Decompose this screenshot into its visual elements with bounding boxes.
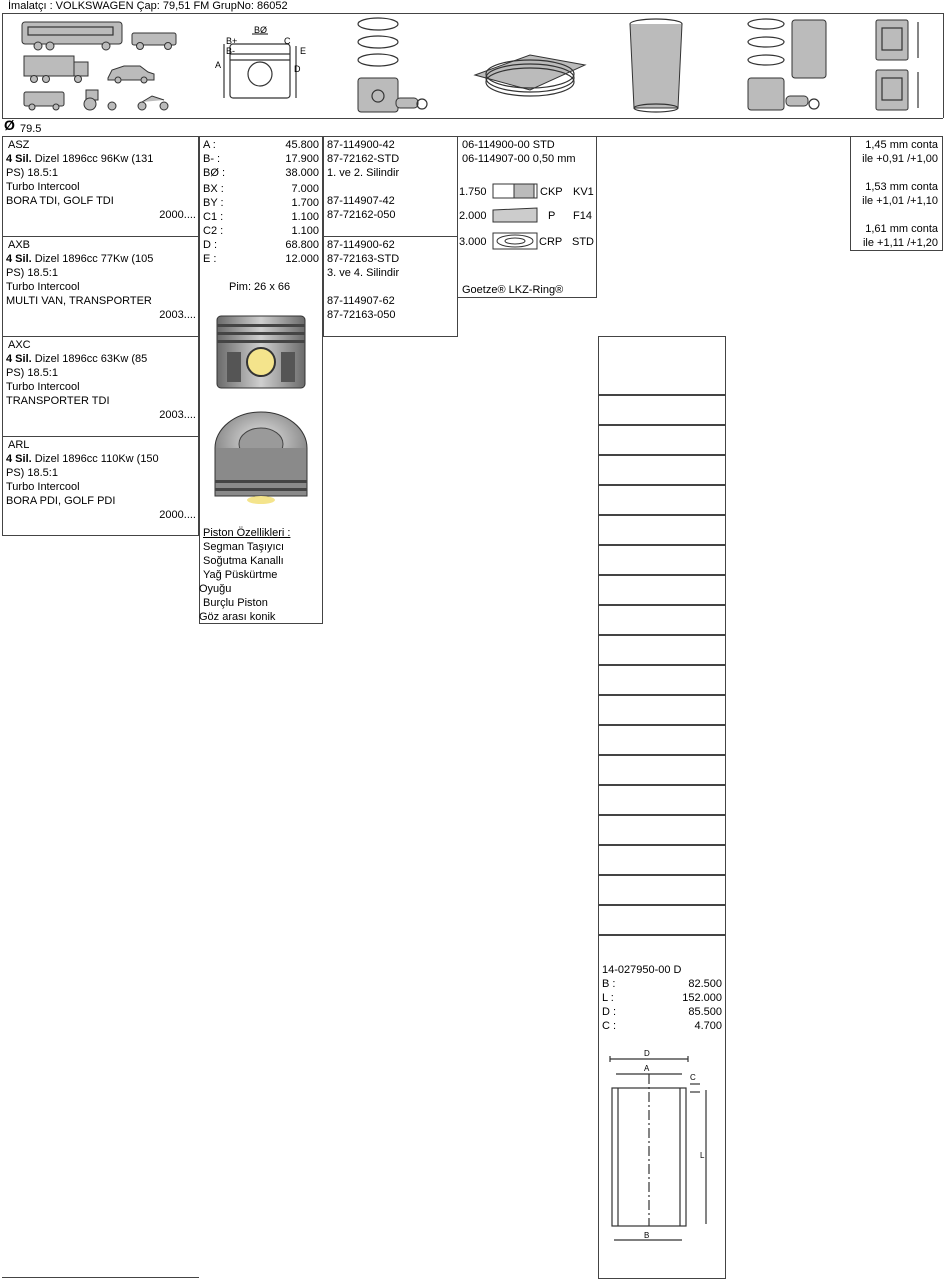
engine-spec-line [6, 452, 159, 466]
cylinder-note: 3. ve 4. Silindir [327, 267, 400, 279]
engine-type: Turbo Intercool [6, 281, 80, 293]
engine-year: 2003.... [159, 409, 196, 421]
engine-compression: PS) 18.5:1 [6, 367, 58, 379]
liner-row-divider [598, 784, 726, 786]
cylinder-note: 1. ve 2. Silindir [327, 167, 400, 179]
piston-part-number: 87-72162-STD [327, 153, 400, 165]
liner-row-divider [598, 604, 726, 606]
gasket-range: ile +0,91 /+1,00 [862, 153, 938, 165]
engine-spec-line [6, 252, 153, 266]
piston-feature-item: Burçlu Piston [203, 597, 268, 609]
piston-diagram-label-bminus: B- [226, 46, 235, 56]
engine-code: ASZ [8, 139, 30, 151]
liner-spec-label: D : [602, 1006, 617, 1018]
piston-part-number: 87-114907-62 [327, 295, 395, 307]
dimension-value: 38.000 [285, 167, 319, 179]
pin-size: Pim: 26 x 66 [229, 281, 291, 293]
piston-set-icon [352, 16, 432, 116]
piston-part-number: 87-72163-050 [327, 309, 396, 321]
liner-row-divider [598, 844, 726, 846]
piston-feature-item: Yağ Püskürtme [203, 569, 278, 581]
engine-models: TRANSPORTER TDI [6, 395, 110, 407]
frame-right-top [943, 13, 944, 118]
piston-dimension-diagram-icon [212, 26, 312, 106]
engine-year: 2000.... [159, 209, 196, 221]
dimension-value: 68.800 [285, 239, 319, 251]
gasket-range: ile +1,01 /+1,10 [862, 195, 938, 207]
liner-diagram-label-d: D [644, 1049, 650, 1058]
engine-code: AXC [8, 339, 31, 351]
dimension-label: C1 : [203, 211, 224, 223]
engine-divider-3 [2, 436, 199, 437]
ring-width: 1.750 [459, 186, 487, 198]
liner-spec-value: 152.000 [682, 992, 722, 1004]
ring-type: CRP [539, 236, 563, 248]
ring-brand: Goetze® LKZ-Ring® [462, 284, 564, 296]
ring-code: STD [572, 236, 594, 248]
dimension-value: 12.000 [285, 253, 319, 265]
dimension-value: 17.900 [285, 153, 319, 165]
piston-diagram-label-d: D [294, 64, 301, 74]
dimension-value: 1.100 [291, 211, 319, 223]
engine-cylinders: 4 Sil. [6, 253, 32, 265]
diameter-value: 79.5 [20, 123, 42, 135]
engine-divider-2 [2, 336, 199, 337]
ring-set-std: 06-114900-00 STD [462, 139, 555, 151]
liner-row-divider [598, 424, 726, 426]
engine-type: Turbo Intercool [6, 181, 80, 193]
engine-type: Turbo Intercool [6, 481, 80, 493]
piston-part-number: 87-114900-62 [327, 239, 395, 251]
dimension-label: B- : [203, 153, 221, 165]
piston-section-icon [872, 16, 932, 116]
vehicle-types-icon [20, 18, 190, 114]
compression-ring-icon [492, 182, 538, 200]
liner-row-divider [598, 694, 726, 696]
piston-diagram-label-e: E [300, 46, 307, 56]
liner-row-divider [598, 634, 726, 636]
engine-cylinders: 4 Sil. [6, 153, 32, 165]
dimension-label: D : [203, 239, 218, 251]
engine-models: MULTI VAN, TRANSPORTER [6, 295, 152, 307]
engine-code: ARL [8, 439, 30, 451]
liner-diagram-label-l: L [700, 1151, 705, 1160]
engine-cylinders: 4 Sil. [6, 453, 32, 465]
liner-spec-label: L : [602, 992, 614, 1004]
engine-models: BORA TDI, GOLF TDI [6, 195, 114, 207]
frame-left-top [2, 13, 3, 118]
dimension-value: 7.000 [291, 183, 319, 195]
liner-dimension-diagram [600, 1046, 724, 1246]
header-title: İmalatçı : VOLKSWAGEN Çap: 79,51 FM GrupNo: 86052 [8, 0, 288, 12]
engine-spec: Dizel 1896cc 110Kw (150 [31, 453, 159, 465]
engine-cylinders: 4 Sil. [6, 353, 32, 365]
piston-feature-item: Göz arası konik [199, 611, 276, 623]
piston-features-title: Piston Özellikleri : [203, 527, 291, 539]
liner-spec-label: C : [602, 1020, 617, 1032]
liner-row-divider [598, 514, 726, 516]
liner-row-divider [598, 934, 726, 936]
engine-spec-line [6, 352, 147, 366]
engine-compression: PS) 18.5:1 [6, 267, 58, 279]
engine-compression: PS) 18.5:1 [6, 467, 58, 479]
piston-diagram-label-bplus: B+ [226, 36, 238, 46]
engine-spec-line [6, 152, 153, 166]
liner-row-divider [598, 724, 726, 726]
dimension-value: 1.100 [291, 225, 319, 237]
ring-code: F14 [573, 210, 592, 222]
liner-diagram-label-c: C [690, 1073, 696, 1082]
dimension-label: A : [203, 139, 216, 151]
oil-ring-icon [492, 231, 538, 251]
gasket-thickness: 1,61 mm conta [865, 223, 938, 235]
liner-row-divider [598, 754, 726, 756]
piston-feature-item: Oyuğu [199, 583, 232, 595]
liner-part-number: 14-027950-00 D [602, 964, 682, 976]
liner-kit-icon [744, 16, 834, 116]
piston-part-number: 87-72162-050 [327, 209, 396, 221]
piston-top-image [213, 408, 309, 502]
piston-part-number: 87-72163-STD [327, 253, 400, 265]
piston-part-number: 87-114900-42 [327, 139, 395, 151]
piston-diagram-label-a: A [215, 60, 222, 70]
engine-code: AXB [8, 239, 31, 251]
engine-spec: Dizel 1896cc 63Kw (85 [31, 353, 148, 365]
engine-year: 2003.... [159, 309, 196, 321]
ring-type: P [548, 210, 556, 222]
engine-models: BORA PDI, GOLF PDI [6, 495, 116, 507]
liner-row-divider [598, 454, 726, 456]
diameter-symbol: Ø [4, 117, 15, 133]
dimension-label: BY : [203, 197, 224, 209]
engine-divider-1 [2, 236, 199, 237]
dimension-label: BØ : [203, 167, 226, 179]
dimension-label: E : [203, 253, 217, 265]
liner-row-divider [598, 874, 726, 876]
liner-row-divider [598, 484, 726, 486]
piston-rings-icon [470, 50, 590, 105]
liner-row-divider [598, 544, 726, 546]
dimension-label: C2 : [203, 225, 224, 237]
dimension-label: BX : [203, 183, 224, 195]
gasket-range: ile +1,11 /+1,20 [862, 237, 938, 249]
liner-diagram-label-a: A [644, 1064, 650, 1073]
gasket-thickness: 1,53 mm conta [865, 181, 938, 193]
dimension-value: 45.800 [285, 139, 319, 151]
ring-type: CKP [540, 186, 563, 198]
scraper-ring-icon [492, 206, 538, 224]
icon-row-divider [2, 118, 943, 119]
liner-spec-value: 4.700 [694, 1020, 722, 1032]
ring-width: 3.000 [459, 236, 487, 248]
liner-spec-label: B : [602, 978, 616, 990]
liner-diagram-label-b: B [644, 1231, 650, 1240]
engine-spec: Dizel 1896cc 96Kw (131 [31, 153, 154, 165]
ring-code: KV1 [573, 186, 594, 198]
piston-part-number: 87-114907-42 [327, 195, 395, 207]
header-divider [2, 13, 943, 14]
piston-side-image [213, 312, 309, 392]
liner-row-divider [598, 394, 726, 396]
engine-spec: Dizel 1896cc 77Kw (105 [31, 253, 154, 265]
piston-feature-item: Soğutma Kanallı [203, 555, 284, 567]
ring-set-oversize: 06-114907-00 0,50 mm [462, 153, 576, 165]
ring-width: 2.000 [459, 210, 487, 222]
liner-row-divider [598, 664, 726, 666]
engine-compression: PS) 18.5:1 [6, 167, 58, 179]
piston-feature-item: Segman Taşıyıcı [203, 541, 285, 553]
engine-year: 2000.... [159, 509, 196, 521]
cylinder-liner-icon [626, 18, 686, 113]
engine-type: Turbo Intercool [6, 381, 80, 393]
liner-spec-value: 85.500 [688, 1006, 722, 1018]
piston-diagram-label-c: C [284, 36, 291, 46]
gasket-thickness: 1,45 mm conta [865, 139, 938, 151]
liner-spec-value: 82.500 [688, 978, 722, 990]
liner-row-divider [598, 904, 726, 906]
dimension-value: 1.700 [291, 197, 319, 209]
liner-row-divider [598, 574, 726, 576]
piston-diagram-label-b0: BØ [254, 25, 268, 35]
page-bottom-line [2, 1277, 199, 1278]
liner-row-divider [598, 814, 726, 816]
